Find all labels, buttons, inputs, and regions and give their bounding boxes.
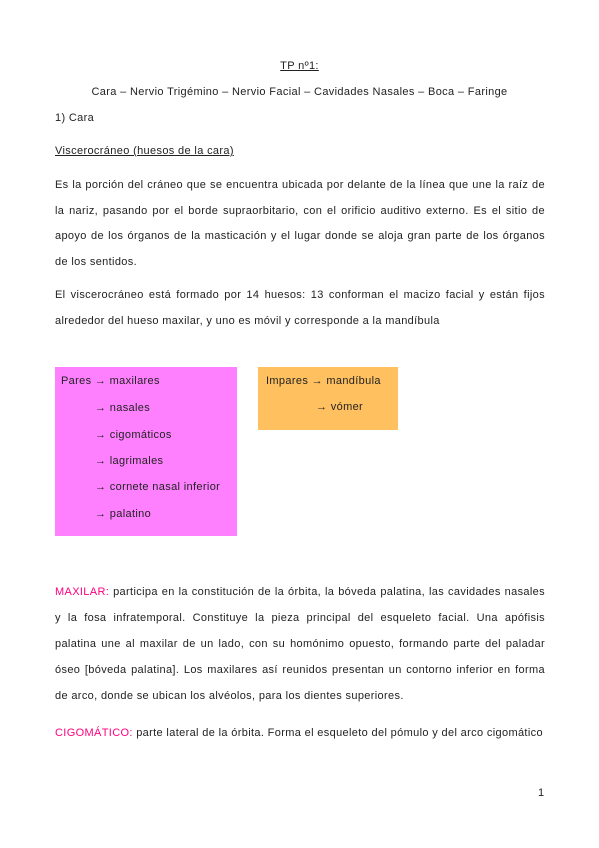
para1-line: la nariz, pasando por el borde supraorbitario, con el orificio auditivo externo. Es el sitio de (55, 205, 545, 217)
maxilar-line (55, 585, 545, 599)
impares-item: → vómer (316, 401, 364, 413)
section-title: 1) Cara (55, 112, 95, 124)
pares-item: → cornete nasal inferior (95, 481, 221, 493)
maxilar-line: de arco, donde se ubican los alvéolos, para los dientes superiores. (55, 690, 404, 702)
cigomatico-line (55, 726, 543, 740)
para2-line: alrededor del hueso maxilar, y uno es móvil y corresponde a la mandíbula (55, 315, 440, 327)
doc-heading: TP nº1: (280, 60, 319, 72)
page-number: 1 (538, 787, 545, 799)
maxilar-text: participa en la constitución de la órbita, la bóveda palatina, las cavidades nasales (109, 586, 545, 598)
impares-first: Impares → mandíbula (266, 375, 381, 387)
para1-line: Es la porción del cráneo que se encuentra ubicada por delante de la línea que une la raíz de (55, 179, 545, 191)
maxilar-label: MAXILAR: (55, 586, 110, 598)
maxilar-line: y la fosa infratemporal. Constituye la pieza principal del esqueleto facial. Una apófisis (55, 612, 545, 624)
para1-line: apoyo de los órganos de la masticación y el lugar donde se aloja gran parte de los órganos (55, 230, 545, 242)
pares-item: → cigomáticos (95, 429, 172, 441)
doc-subheading: Cara – Nervio Trigémino – Nervio Facial – Cavidades Nasales – Boca – Faringe (91, 86, 508, 98)
subsection-title: Viscerocráneo (huesos de la cara) (55, 145, 234, 157)
para2-line: El viscerocráneo está formado por 14 huesos: 13 conforman el macizo facial y están fijos (55, 289, 545, 301)
impares-box (258, 367, 398, 430)
maxilar-line: óseo [bóveda palatina]. Los maxilares así reunidos presentan un contorno inferior en forma (55, 664, 545, 676)
cigomatico-label: CIGOMÁTICO: (55, 727, 133, 739)
pares-first: Pares → maxilares (61, 375, 160, 387)
pares-item: → palatino (95, 508, 152, 520)
pares-item: → nasales (95, 402, 151, 414)
pares-item: → lagrimales (95, 455, 164, 467)
para1-line: de los sentidos. (55, 256, 138, 268)
pares-box (55, 367, 237, 536)
maxilar-line: palatina une al maxilar de un lado, con su homónimo opuesto, formando parte del paladar (55, 638, 545, 650)
cigomatico-text: parte lateral de la órbita. Forma el esqueleto del pómulo y del arco cigomático (132, 727, 543, 739)
